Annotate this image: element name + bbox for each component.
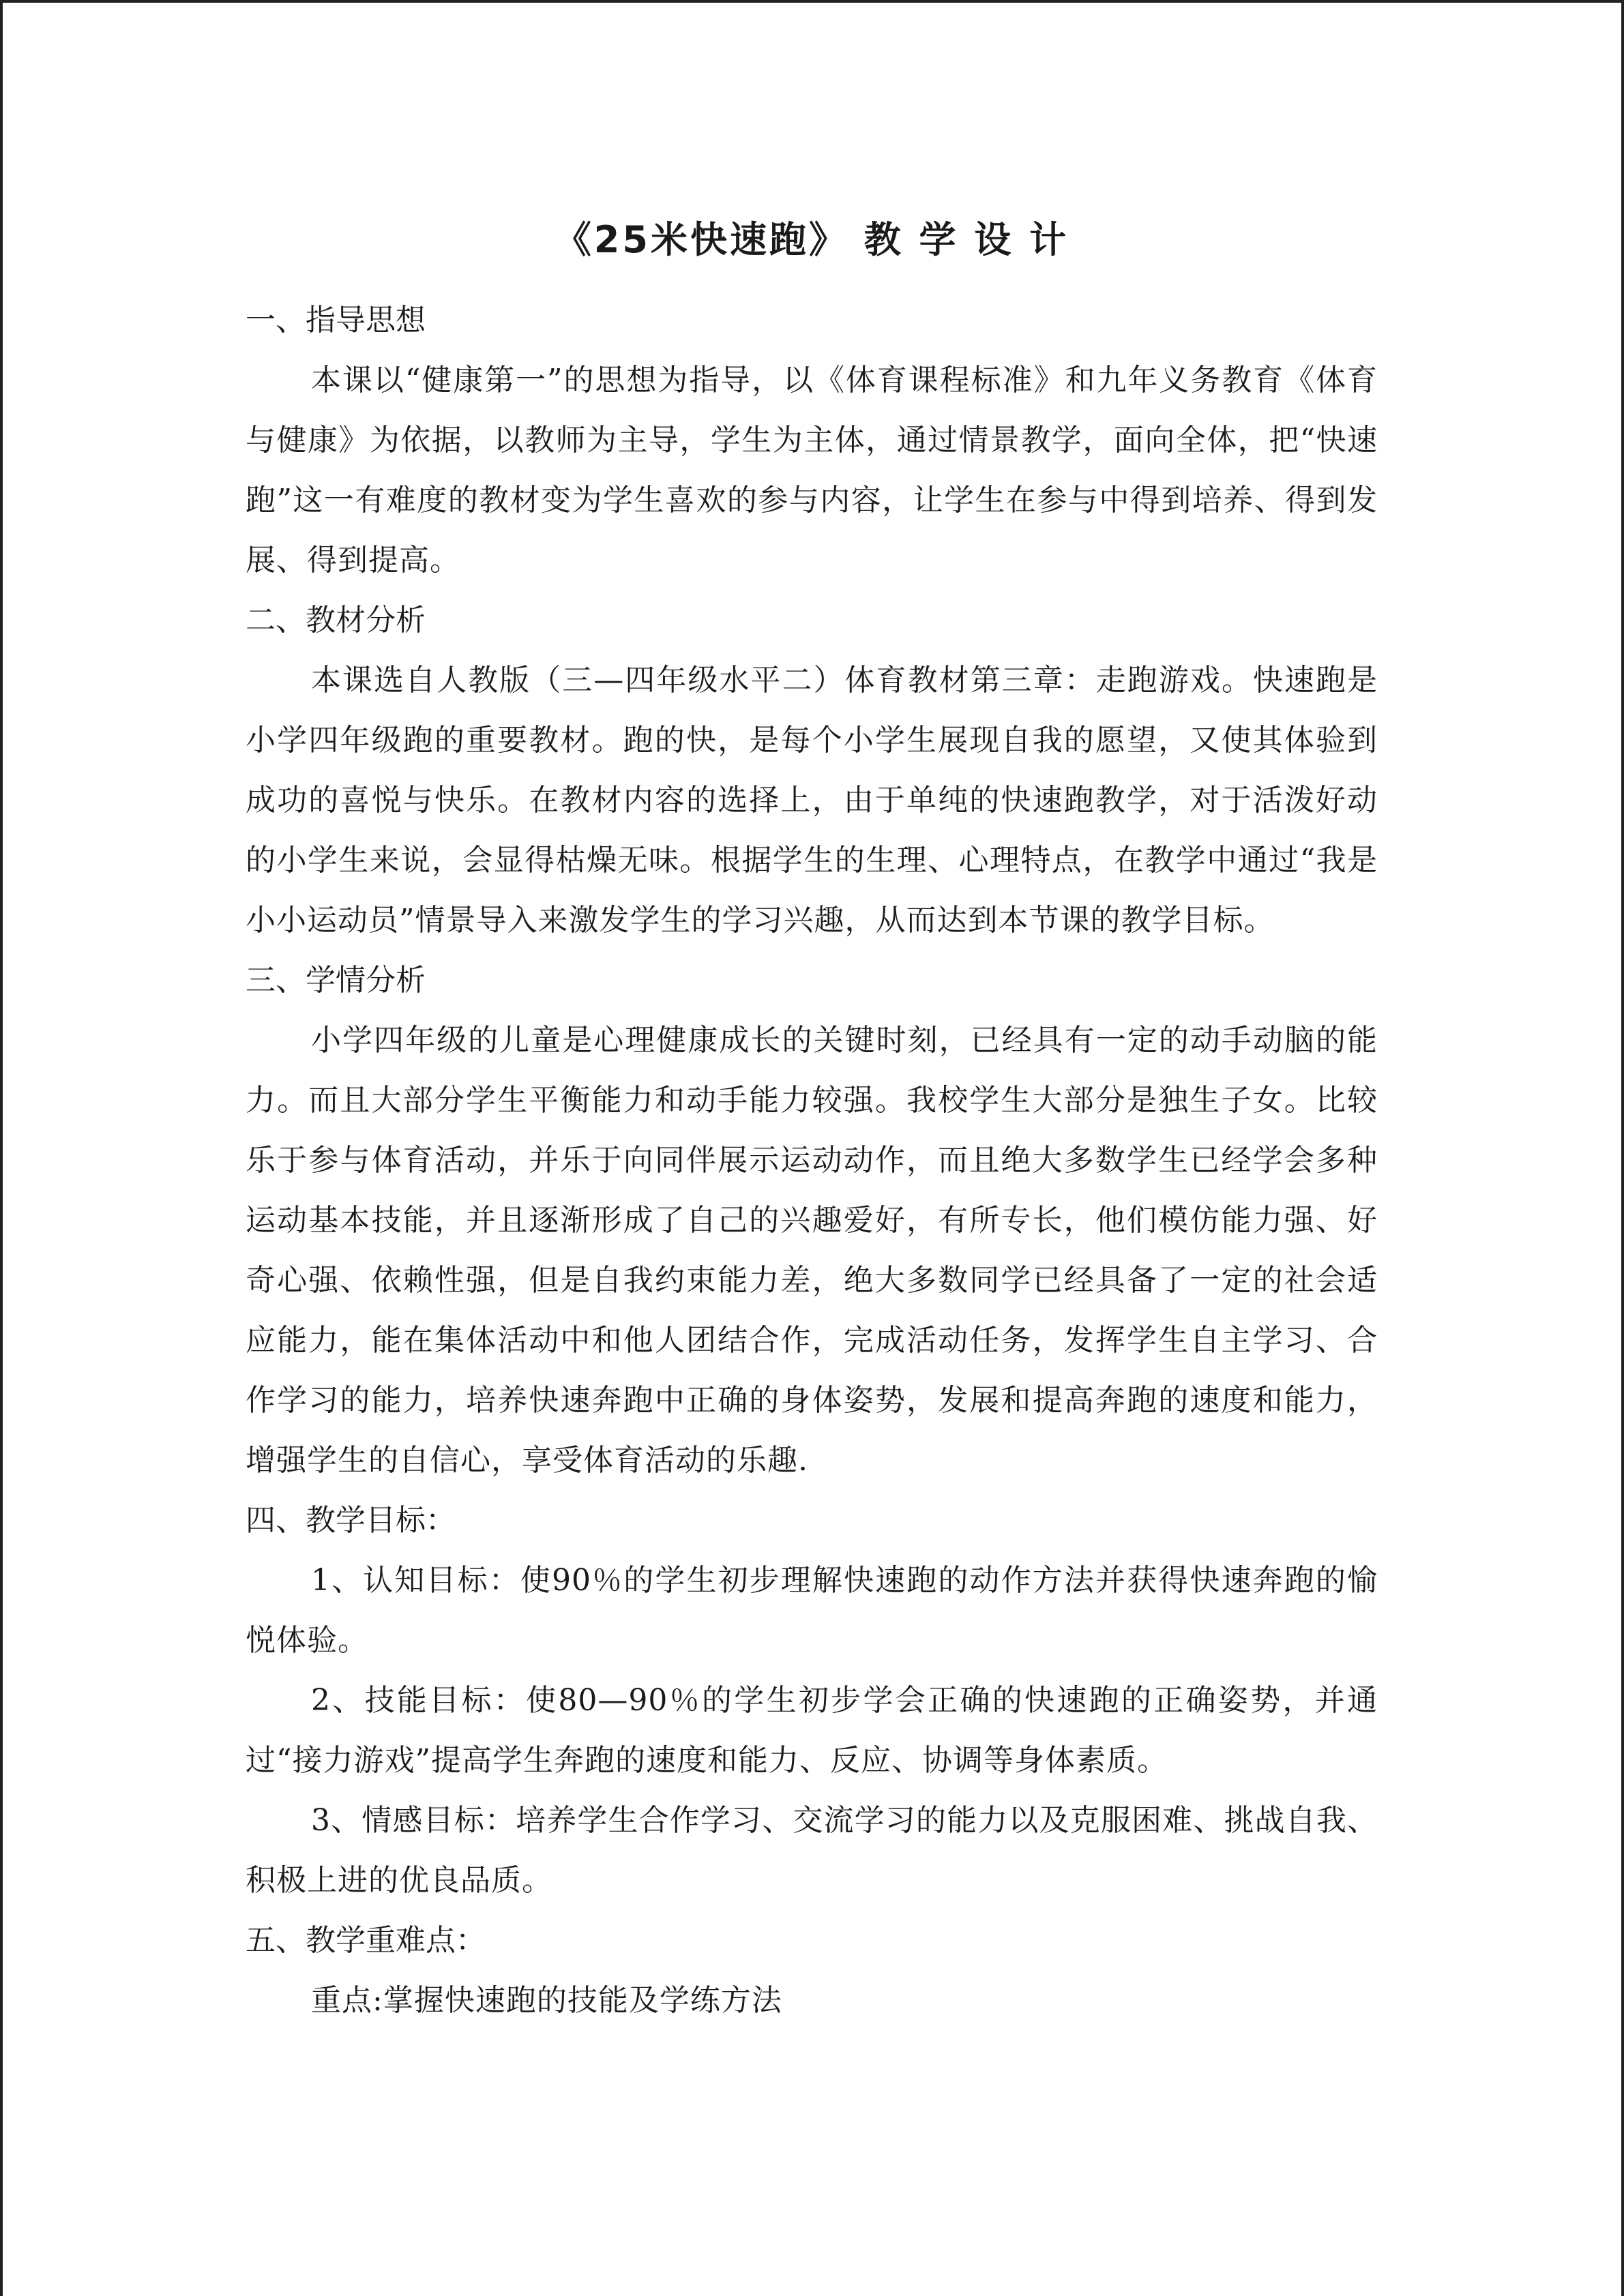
section-heading: 三、学情分析: [246, 963, 426, 998]
objective-cognitive: 1、认知目标：使90％的学生初步理解快速跑的动作方法并获得快速奔跑的愉悦体验。: [246, 1563, 1378, 1658]
section-paragraph: 本课以“健康第一”的思想为指导，以《体育课程标准》和九年义务教育《体育与健康》为依据，以教师为主导，学生为主体，通过情景教学，面向全体，把“快速跑”这一有难度的教材变为学生喜欢的参与内容，让学生在参与中得到培养、得到发展、得到提高。: [246, 363, 1378, 578]
objective-emotional: 3、情感目标：培养学生合作学习、交流学习的能力以及克服困难、挑战自我、积极上进的优良品质。: [246, 1803, 1378, 1898]
objective-skill: 2、技能目标：使80—90％的学生初步学会正确的快速跑的正确姿势，并通过“接力游戏”提高学生奔跑的速度和能力、反应、协调等身体素质。: [246, 1683, 1378, 1778]
section-paragraph: 小学四年级的儿童是心理健康成长的关键时刻，已经具有一定的动手动脑的能力。而且大部分学生平衡能力和动手能力较强。我校学生大部分是独生子女。比较乐于参与体育活动，并乐于向同伴展示运动动作，而且绝大多数学生已经学会多种运动基本技能，并且逐渐形成了自己的兴趣爱好，有所专长，他们模仿能力强、好奇心强、依赖性强，但是自我约束能力差，绝大多数同学已经具备了一定的社会适应能力，能在集体活动中和他人团结合作，完成活动任务，发挥学生自主学习、合作学习的能力，培养快速奔跑中正确的身体姿势，发展和提高奔跑的速度和能力，增强学生的自信心，享受体育活动的乐趣.: [246, 1023, 1378, 1478]
section-teaching-objectives: [246, 1491, 1378, 1911]
section-textbook-analysis: [246, 591, 1378, 951]
page-left-border: [0, 0, 3, 2296]
key-point: 重点:掌握快速跑的技能及学练方法: [311, 1983, 782, 2018]
page-right-border: [1621, 0, 1624, 2296]
section-heading: 二、教材分析: [246, 603, 426, 638]
section-heading: 一、指导思想: [246, 303, 426, 338]
section-student-analysis: [246, 951, 1378, 1491]
document-body: [246, 205, 1378, 2031]
section-paragraph: 本课选自人教版（三—四年级水平二）体育教材第三章：走跑游戏。快速跑是小学四年级跑的重要教材。跑的快，是每个小学生展现自我的愿望，又使其体验到成功的喜悦与快乐。在教材内容的选择上，由于单纯的快速跑教学，对于活泼好动的小学生来说，会显得枯燥无味。根据学生的生理、心理特点，在教学中通过“我是小小运动员”情景导入来激发学生的学习兴趣，从而达到本节课的教学目标。: [246, 663, 1378, 938]
section-key-difficult-points: [246, 1911, 1378, 2031]
section-heading: 四、教学目标：: [246, 1503, 456, 1538]
section-guiding-ideology: [246, 290, 1378, 591]
document-title: 《25米快速跑》 教 学 设 计: [554, 218, 1069, 261]
page-top-border: [0, 0, 1624, 3]
section-heading: 五、教学重难点：: [246, 1923, 486, 1958]
